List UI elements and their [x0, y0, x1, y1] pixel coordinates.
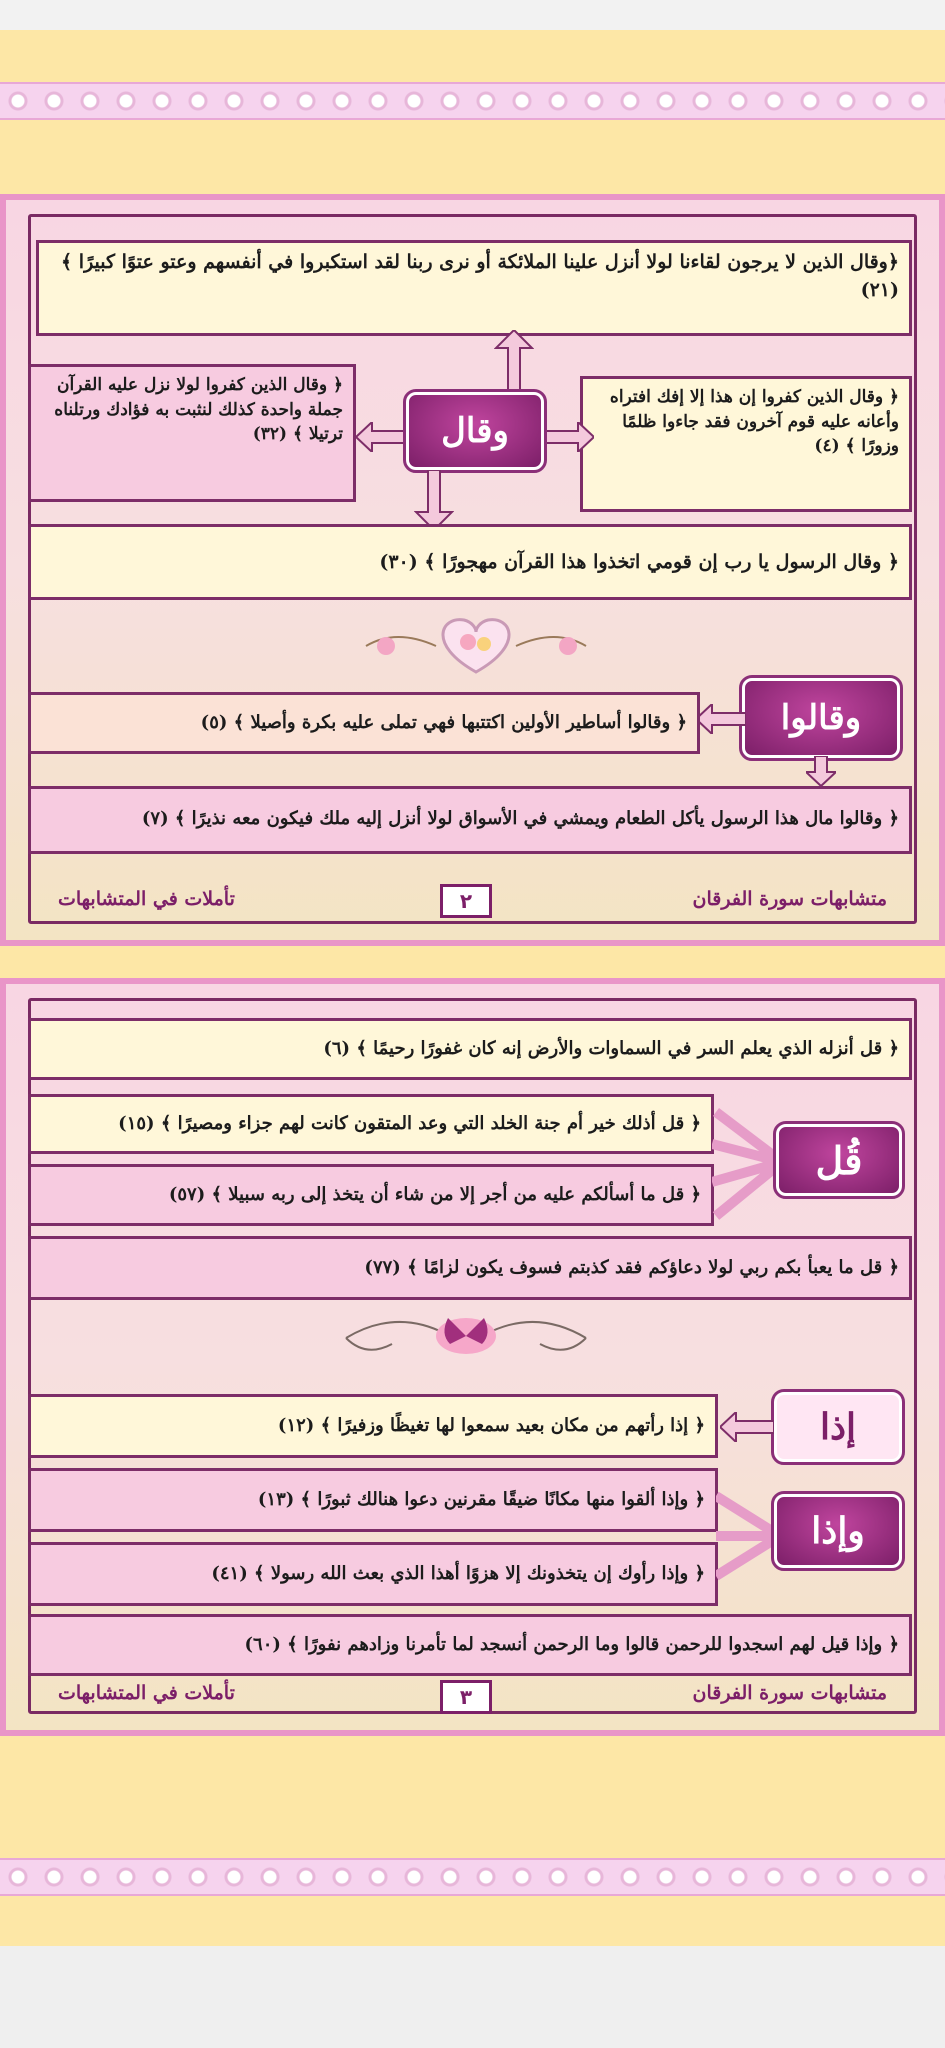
verse-21: ﴿وقال الذين لا يرجون لقاءنا لولا أنزل علينا الملائكة أو نرى ربنا لقد استكبروا في أنفسهم وعتو عتوًا كبيرًا ﴾ (٢١) [36, 240, 912, 336]
verse-15: ﴿ قل أذلك خير أم جنة الخلد التي وعد المتقون كانت لهم جزاء ومصيرًا ﴾ (١٥) [28, 1094, 714, 1154]
arrow-left-icon-3 [720, 1412, 774, 1442]
verse-41: ﴿ وإذا رأوك إن يتخذونك إلا هزوًا أهذا الذي بعث الله رسولا ﴾ (٤١) [28, 1542, 718, 1606]
arrow-left-icon [356, 422, 406, 452]
verse-32: ﴿ وقال الذين كفروا لولا نزل عليه القرآن جملة واحدة كذلك لنثبت به فؤادك ورتلناه ترتيلا ﴾ (٣٢) [28, 364, 356, 502]
arrow-up-icon [494, 330, 534, 390]
page-3 [0, 978, 945, 1736]
badge-waitha: وإذا [774, 1494, 902, 1568]
verse-4: ﴿ وقال الذين كفروا إن هذا إلا إفك افتراه وأعانه عليه قوم آخرون فقد جاءوا ظلمًا وزورًا ﴾ (٤) [580, 376, 912, 512]
page-2 [0, 194, 945, 946]
decorative-strip-bottom [0, 1858, 945, 1896]
verse-7: ﴿ وقالوا مال هذا الرسول يأكل الطعام ويمشي في الأسواق لولا أنزل إليه ملك فيكون معه نذيرًا ﴾ (٧) [28, 786, 912, 854]
verse-12: ﴿ إذا رأتهم من مكان بعيد سمعوا لها تغيظًا وزفيرًا ﴾ (١٢) [28, 1394, 718, 1458]
arrow-down-icon-2 [806, 756, 836, 786]
footer-left: تأملات في المتشابهات [58, 888, 235, 910]
badge-itha: إذا [774, 1392, 902, 1462]
verse-5: ﴿ وقالوا أساطير الأولين اكتتبها فهي تملى عليه بكرة وأصيلا ﴾ (٥) [28, 692, 700, 754]
verse-6: ﴿ قل أنزله الذي يعلم السر في السماوات والأرض إنه كان غفورًا رحيمًا ﴾ (٦) [28, 1018, 912, 1080]
footer-right-3: متشابهات سورة الفرقان [692, 1682, 887, 1704]
rays-icon [712, 1092, 782, 1232]
verse-30: ﴿ وقال الرسول يا رب إن قومي اتخذوا هذا القرآن مهجورًا ﴾ (٣٠) [28, 524, 912, 600]
verse-13: ﴿ وإذا ألقوا منها مكانًا ضيقًا مقرنين دعوا هنالك ثبورًا ﴾ (١٣) [28, 1468, 718, 1532]
arrow-left-icon-2 [696, 704, 746, 734]
verse-57: ﴿ قل ما أسألكم عليه من أجر إلا من شاء أن يتخذ إلى ربه سبيلا ﴾ (٥٧) [28, 1164, 714, 1226]
footer-right: متشابهات سورة الفرقان [692, 888, 887, 910]
page-number-3: ٣ [440, 1680, 492, 1714]
verse-60: ﴿ وإذا قيل لهم اسجدوا للرحمن قالوا وما الرحمن أنسجد لما تأمرنا وزادهم نفورًا ﴾ (٦٠) [28, 1614, 912, 1676]
arrow-down-icon [414, 470, 454, 530]
decorative-strip-top [0, 82, 945, 120]
butterfly-ornament-icon [336, 1304, 596, 1368]
bottom-margin [0, 1946, 945, 2048]
verse-77: ﴿ قل ما يعبأ بكم ربي لولا دعاؤكم فقد كذبتم فسوف يكون لزامًا ﴾ (٧٧) [28, 1236, 912, 1300]
heart-flower-icon [356, 608, 596, 678]
badge-waqal: وقال [406, 392, 544, 470]
footer-left-3: تأملات في المتشابهات [58, 1682, 235, 1704]
rays-icon-2 [716, 1466, 780, 1616]
badge-waqalu: وقالوا [742, 678, 900, 758]
top-margin [0, 0, 945, 30]
badge-qul: قُل [776, 1124, 902, 1196]
arrow-right-icon [544, 422, 594, 452]
page-number: ٢ [440, 884, 492, 918]
